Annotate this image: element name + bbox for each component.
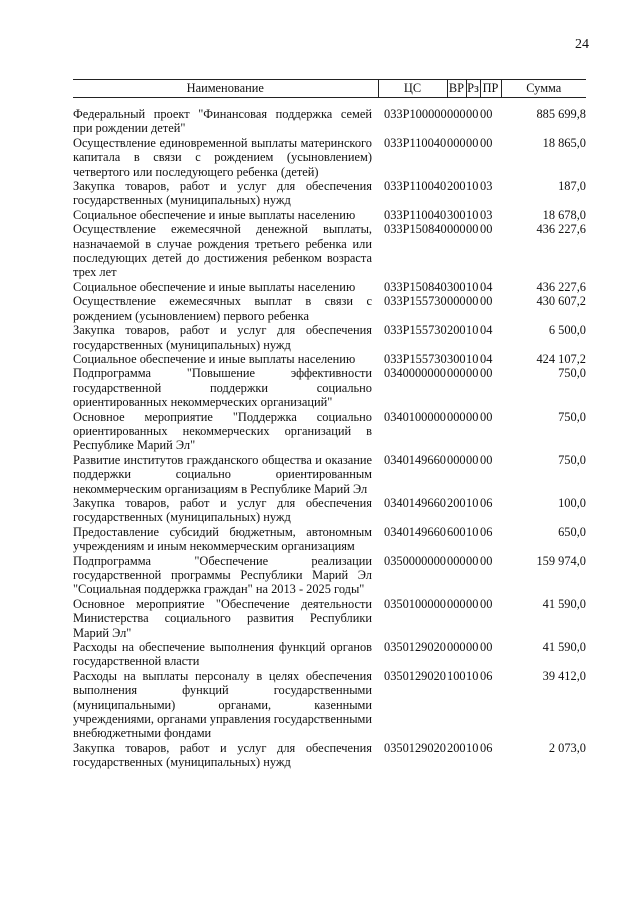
- row-section: 00: [466, 135, 479, 150]
- row-expense-type: 300: [447, 279, 466, 294]
- row-amount: 41 590,0: [542, 596, 586, 611]
- table-header: [73, 80, 586, 98]
- row-section: 10: [466, 179, 479, 194]
- row-amount: 650,0: [558, 524, 586, 539]
- row-name: Развитие институтов гражданского общества и оказание поддержки социально ориентированным некоммерческим организациям в Республике Марий Эл: [73, 452, 372, 496]
- row-expense-type: 000: [447, 409, 466, 424]
- row-section: 10: [466, 323, 479, 338]
- row-subsection: 00: [480, 222, 493, 237]
- row-target-article: 033P150840: [384, 279, 447, 294]
- row-name: Осуществление ежемесячных выплат в связи с рождением (усыновлением) первого ребенка: [73, 294, 372, 323]
- row-subsection: 00: [480, 135, 493, 150]
- column-header-pr: ПР: [480, 80, 501, 98]
- row-expense-type: 000: [447, 553, 466, 568]
- row-name: Основное мероприятие "Поддержка социально ориентированных некоммерческих организаций в Республике Марий Эл": [73, 409, 372, 453]
- row-expense-type: 200: [447, 179, 466, 194]
- row-target-article: 0350000000: [384, 553, 446, 568]
- row-amount: 424 107,2: [536, 351, 586, 366]
- row-section: 00: [466, 294, 479, 309]
- row-subsection: 06: [480, 740, 493, 755]
- row-target-article: 0350129020: [384, 668, 446, 683]
- table-row: [73, 136, 586, 179]
- row-name: Основное мероприятие "Обеспечение деятельности Министерства социального развития Республики Марий Эл": [73, 596, 372, 640]
- row-section: 00: [466, 409, 479, 424]
- row-target-article: 033P150840: [384, 222, 447, 237]
- row-amount: 436 227,6: [536, 279, 586, 294]
- row-subsection: 04: [480, 351, 493, 366]
- row-expense-type: 200: [447, 495, 466, 510]
- table-row: [73, 453, 586, 496]
- row-section: 00: [466, 640, 479, 655]
- row-expense-type: 000: [447, 135, 466, 150]
- budget-table: [73, 79, 586, 770]
- row-name: Закупка товаров, работ и услуг для обеспечения государственных (муниципальных) нужд: [73, 740, 372, 770]
- row-target-article: 0350129020: [384, 640, 446, 655]
- row-expense-type: 200: [447, 740, 466, 755]
- row-target-article: 033P155730: [384, 294, 447, 309]
- row-name: Осуществление ежемесячной денежной выплаты, назначаемой в случае рождения третьего ребенка или последующих детей до достижения ребенком возраста трех лет: [73, 222, 372, 280]
- column-header-rz: Рз: [466, 80, 480, 98]
- row-name: Закупка товаров, работ и услуг для обеспечения государственных (муниципальных) нужд: [73, 323, 372, 352]
- row-target-article: 033P110040: [384, 207, 447, 222]
- row-name: Расходы на обеспечение выполнения функций органов государственной власти: [73, 640, 372, 669]
- row-name: Социальное обеспечение и иные выплаты населению: [73, 351, 356, 366]
- row-name: Подпрограмма "Обеспечение реализации государственной программы Республики Марий Эл "Социальная поддержка граждан" на 2013 - 2025 годы": [73, 553, 372, 597]
- row-expense-type: 000: [447, 366, 466, 381]
- row-expense-type: 000: [447, 596, 466, 611]
- column-header-name: Наименование: [73, 80, 378, 98]
- row-name: Федеральный проект "Финансовая поддержка семей при рождении детей": [73, 107, 372, 136]
- row-section: 00: [466, 222, 479, 237]
- row-subsection: 03: [480, 207, 493, 222]
- column-header-cs: ЦС: [378, 80, 447, 98]
- row-target-article: 0340100000: [384, 409, 446, 424]
- row-name: Осуществление единовременной выплаты материнского капитала в связи с рождением (усыновлением) четвертого или последующего ребенка (детей): [73, 135, 372, 179]
- table-header-row: [73, 80, 586, 98]
- row-amount: 18 865,0: [542, 135, 586, 150]
- column-header-sum: Сумма: [501, 80, 586, 98]
- row-target-article: 0340149660: [384, 495, 446, 510]
- row-subsection: 03: [480, 179, 493, 194]
- row-subsection: 00: [480, 640, 493, 655]
- row-amount: 750,0: [558, 452, 586, 467]
- table-row: [73, 410, 586, 453]
- row-expense-type: 100: [447, 668, 466, 683]
- row-subsection: 04: [480, 279, 493, 294]
- row-name: Закупка товаров, работ и услуг для обеспечения государственных (муниципальных) нужд: [73, 179, 372, 208]
- row-target-article: 033P110040: [384, 135, 447, 150]
- table-body: [73, 98, 586, 770]
- row-section: 10: [466, 495, 479, 510]
- row-subsection: 00: [480, 452, 493, 467]
- table-row: [73, 496, 586, 525]
- row-name: Предоставление субсидий бюджетным, автономным учреждениям и иным некоммерческим организациям: [73, 524, 372, 554]
- row-target-article: 0350129020: [384, 740, 446, 755]
- row-subsection: 00: [480, 366, 493, 381]
- table-row: [73, 208, 586, 222]
- row-amount: 750,0: [558, 366, 586, 381]
- row-name: Расходы на выплаты персоналу в целях обеспечения выполнения функций государственными (муниципальными) органами, казенными учреждениями, органами управления государственными внебюджетными фондами: [73, 668, 373, 741]
- row-expense-type: 300: [447, 207, 466, 222]
- row-amount: 750,0: [558, 409, 586, 424]
- row-target-article: 0340149660: [384, 524, 446, 539]
- row-amount: 18 678,0: [542, 207, 586, 222]
- row-target-article: 033P155730: [384, 323, 447, 338]
- table-row: [73, 366, 586, 409]
- row-expense-type: 000: [447, 107, 466, 121]
- table-row: [73, 554, 586, 597]
- table-row: [73, 352, 586, 366]
- row-expense-type: 000: [447, 640, 466, 655]
- column-header-vr: ВР: [447, 80, 466, 98]
- row-target-article: 0340000000: [384, 366, 446, 381]
- row-expense-type: 000: [447, 294, 466, 309]
- row-section: 00: [466, 596, 479, 611]
- row-amount: 885 699,8: [536, 107, 586, 121]
- row-section: 10: [466, 351, 479, 366]
- table-row: [73, 525, 586, 554]
- row-amount: 187,0: [558, 179, 586, 194]
- row-target-article: 0340149660: [384, 452, 446, 467]
- page-number: 24: [575, 37, 589, 52]
- row-name: Закупка товаров, работ и услуг для обеспечения государственных (муниципальных) нужд: [73, 495, 372, 525]
- row-section: 00: [466, 553, 479, 568]
- row-subsection: 00: [480, 553, 493, 568]
- row-amount: 100,0: [558, 495, 586, 510]
- row-section: 10: [466, 279, 479, 294]
- row-name: Социальное обеспечение и иные выплаты населению: [73, 279, 356, 294]
- row-subsection: 06: [480, 668, 493, 683]
- row-expense-type: 000: [447, 222, 466, 237]
- row-target-article: 033P110040: [384, 179, 447, 194]
- row-section: 00: [466, 452, 479, 467]
- row-amount: 39 412,0: [542, 668, 586, 683]
- row-target-article: 0350100000: [384, 596, 446, 611]
- row-section: 00: [466, 366, 479, 381]
- row-amount: 2 073,0: [548, 740, 586, 755]
- row-expense-type: 300: [447, 351, 466, 366]
- table-row: [73, 741, 586, 770]
- table-row: [73, 294, 586, 323]
- row-subsection: 00: [480, 107, 493, 121]
- row-subsection: 06: [480, 524, 493, 539]
- row-section: 10: [466, 524, 479, 539]
- row-subsection: 00: [480, 596, 493, 611]
- table-row: [73, 669, 586, 741]
- row-name: Социальное обеспечение и иные выплаты населению: [73, 207, 356, 222]
- table-row: [73, 597, 586, 640]
- row-expense-type: 200: [447, 323, 466, 338]
- row-expense-type: 600: [447, 524, 466, 539]
- row-amount: 436 227,6: [536, 222, 586, 237]
- row-amount: 6 500,0: [548, 323, 586, 338]
- row-subsection: 00: [480, 409, 493, 424]
- row-subsection: 06: [480, 495, 493, 510]
- table-row: [73, 280, 586, 294]
- table-row: [73, 179, 586, 208]
- row-amount: 41 590,0: [542, 640, 586, 655]
- row-subsection: 00: [480, 294, 493, 309]
- table-row: [73, 98, 586, 136]
- table-row: [73, 222, 586, 280]
- row-section: 10: [466, 740, 479, 755]
- row-target-article: 033P155730: [384, 351, 447, 366]
- row-name: Подпрограмма "Повышение эффективности государственной поддержки социально ориентированных некоммерческих организаций": [73, 366, 372, 410]
- row-amount: 159 974,0: [536, 553, 586, 568]
- row-section: 10: [466, 668, 479, 683]
- row-target-article: 033P100000: [384, 107, 447, 121]
- row-expense-type: 000: [447, 452, 466, 467]
- row-amount: 430 607,2: [536, 294, 586, 309]
- table-row: [73, 323, 586, 352]
- table-row: [73, 640, 586, 669]
- row-subsection: 04: [480, 323, 493, 338]
- row-section: 00: [466, 107, 479, 121]
- row-section: 10: [466, 207, 479, 222]
